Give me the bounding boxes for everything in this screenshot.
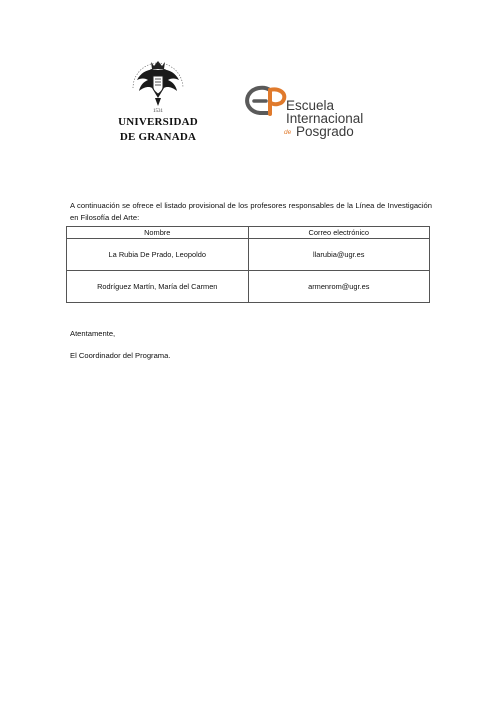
professor-email: llarubia@ugr.es (248, 239, 430, 271)
professors-table (66, 226, 430, 303)
eip-line-escuela: Escuela (286, 98, 335, 113)
professor-name: La Rubia De Prado, Leopoldo (67, 239, 249, 271)
eip-mark-icon (244, 84, 288, 120)
eip-line-de: de (284, 129, 292, 136)
intro-paragraph: A continuación se ofrece el listado provisional de los profesores responsables de la Línea de Investigación en Filosofía del Arte: (70, 200, 432, 223)
professor-email: armenrom@ugr.es (248, 271, 430, 303)
universidad-de-granada-logo (112, 58, 204, 143)
escuela-internacional-de-posgrado-logo (244, 84, 424, 144)
table-header-row (67, 227, 430, 239)
professor-name: Rodríguez Martín, María del Carmen (67, 271, 249, 303)
eip-line-posgrado: Posgrado (296, 124, 354, 139)
table-row (67, 239, 430, 271)
eip-line-internacional: Internacional (286, 111, 364, 126)
ugr-seal-icon (127, 58, 189, 114)
column-header-nombre: Nombre (67, 227, 249, 239)
ugr-name-line-1: UNIVERSIDAD (118, 116, 198, 128)
closing-text: Atentamente, (70, 329, 116, 338)
seal-year: 1531 (153, 109, 163, 114)
signature-text: El Coordinador del Programa. (70, 351, 171, 360)
table-row (67, 271, 430, 303)
column-header-correo: Correo electrónico (248, 227, 430, 239)
ugr-name-line-2: DE GRANADA (119, 130, 197, 143)
